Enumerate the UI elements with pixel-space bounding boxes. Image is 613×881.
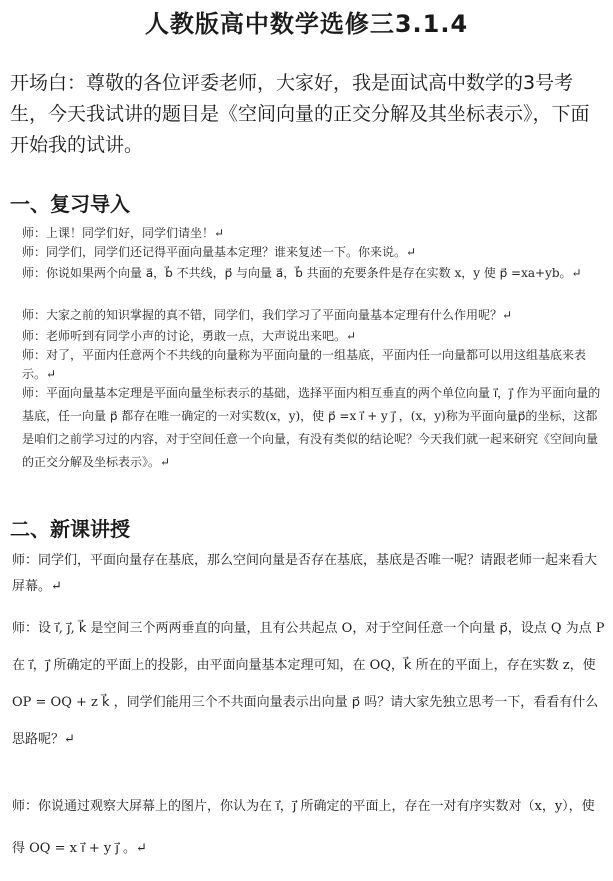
lesson-paragraph-1: 师：同学们，平面向量存在基底，那么空间向量是否存在基底，基底是否唯一呢？请跟老师一起来看大屏幕。↵ bbox=[12, 553, 598, 594]
review-paragraph-4: 师：大家之前的知识掌握的真不错，同学们，我们学习了平面向量基本定理有什么作用呢？↵ bbox=[22, 308, 513, 322]
review-paragraph-7: 师：平面向量基本定理是平面向量坐标表示的基础，选择平面内相互垂直的两个单位向量 i⃗，j⃗ 作为平面向量的基底，任一向量 p⃗ 都存在唯一确定的一对实数(x，y)，使 p⃗ =x i⃗ + y j⃗ ，(x，y)称为平面向量p⃗的坐标，这都是咱们之前学习过的内容，对于空间任意一个向量，有没有类似的结论呢？今天我们就一起来研究《空间向量的正交分解及坐标表示》。↵ bbox=[22, 386, 601, 469]
section-heading-new-lesson: 二、新课讲授 bbox=[10, 517, 130, 541]
review-paragraph-2: 师：同学们，同学们还记得平面向量基本定理？谁来复述一下。你来说。↵ bbox=[22, 245, 417, 259]
review-paragraph-6: 师：对了，平面内任意两个不共线的向量称为平面向量的一组基底，平面内任一向量都可以用这组基底来表示。↵ bbox=[22, 348, 587, 381]
lesson-paragraph-3: 师：你说通过观察大屏幕上的图片，你认为在 i⃗，j⃗ 所确定的平面上，存在一对有序实数对（x，y），使得 OQ = x i⃗ + y j⃗ 。↵ bbox=[12, 799, 595, 856]
review-paragraph-3: 师：你说如果两个向量 a⃗，b⃗ 不共线，p⃗ 与向量 a⃗，b⃗ 共面的充要条件是存在实数 x，y 使 p⃗ =xa+yb。↵ bbox=[22, 266, 582, 280]
lesson-paragraph-2: 师：设 i⃗, j⃗, k⃗ 是空间三个两两垂直的向量，且有公共起点 O，对于空间任意一个向量 p⃗，设点 Q 为点 P 在 i⃗，j⃗ 所确定的平面上的投影，由平面向量基本定理可知，在 OQ，k⃗ 所在的平面上，存在实数 z，使 OP = OQ + z k⃗ ，同学们能用三个不共面向量表示出向量 p⃗ 吗？请大家先独立思考一下，看看有什么思路呢？↵ bbox=[12, 621, 605, 747]
document-title: 人教版高中数学选修三3.1.4 bbox=[144, 10, 469, 38]
review-paragraph-1: 师：上课！同学们好，同学们请坐！↵ bbox=[22, 226, 225, 240]
opening-remarks: 开场白：尊敬的各位评委老师，大家好，我是面试高中数学的3号考生，今天我试讲的题目是《空间向量的正交分解及其坐标表示》，下面开始我的试讲。 bbox=[10, 72, 590, 156]
review-paragraph-5: 师：老师听到有同学小声的讨论，勇敢一点，大声说出来吧。↵ bbox=[22, 329, 357, 343]
section-heading-review: 一、复习导入 bbox=[10, 192, 130, 216]
